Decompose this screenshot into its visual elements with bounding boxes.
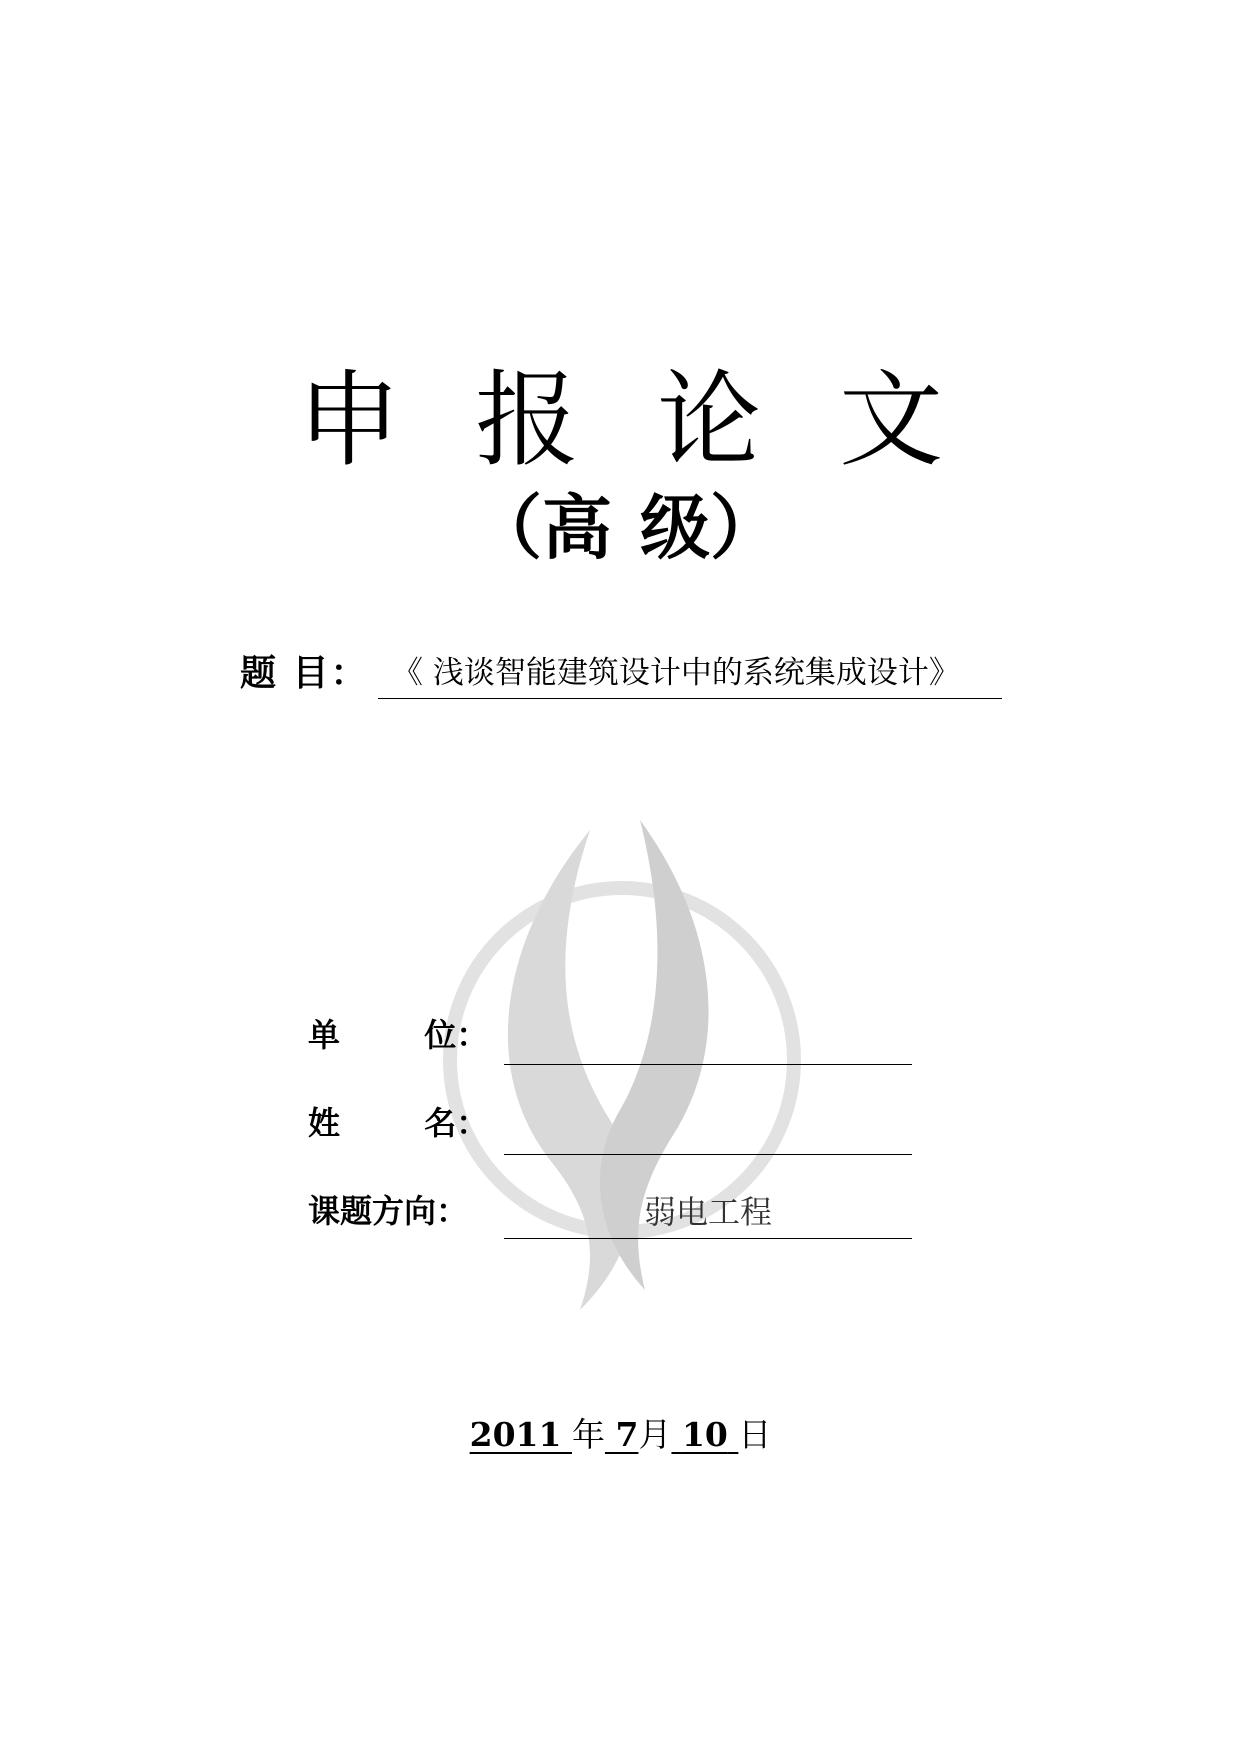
main-title-char: 申 [296, 359, 401, 481]
date-year-suffix: 年 [571, 1415, 605, 1454]
date-day-pad [671, 1415, 682, 1454]
main-title-char: 论 [656, 359, 761, 481]
name-field[interactable] [504, 1102, 912, 1155]
flame-logo-watermark [440, 820, 810, 1320]
sub-title-part: （高 [472, 487, 612, 569]
date-month-suffix: 月 [638, 1415, 672, 1454]
direction-field[interactable]: 弱电工程 [504, 1186, 912, 1239]
unit-field[interactable] [504, 1012, 912, 1065]
date-line [0, 1410, 1241, 1460]
main-title-char: 文 [838, 359, 943, 481]
unit-label [308, 1010, 488, 1060]
date-year: 2011 [469, 1415, 562, 1454]
name-label [308, 1098, 488, 1148]
main-title-char: 报 [474, 359, 579, 481]
topic-label: 题 目： [240, 652, 369, 694]
sub-title-part: 级） [640, 487, 780, 569]
name-label-char: 姓 [308, 1104, 341, 1142]
unit-label-char: 位： [424, 1016, 489, 1054]
date-month: 7 [615, 1415, 639, 1454]
direction-label: 课题方向： [308, 1192, 469, 1230]
date-day-suffix: 日 [738, 1415, 772, 1454]
date-month-pad [605, 1415, 616, 1454]
date-day-pad-after [728, 1415, 739, 1454]
main-title [0, 360, 1241, 480]
date-day: 10 [681, 1415, 728, 1454]
unit-label-char: 单 [308, 1016, 341, 1054]
topic-value: 《 浅谈智能建筑设计中的系统集成设计》 [392, 655, 960, 691]
sub-title [0, 488, 1241, 568]
name-label-char: 名： [424, 1104, 489, 1142]
topic-field[interactable] [378, 648, 1002, 699]
date-year-pad [561, 1415, 572, 1454]
